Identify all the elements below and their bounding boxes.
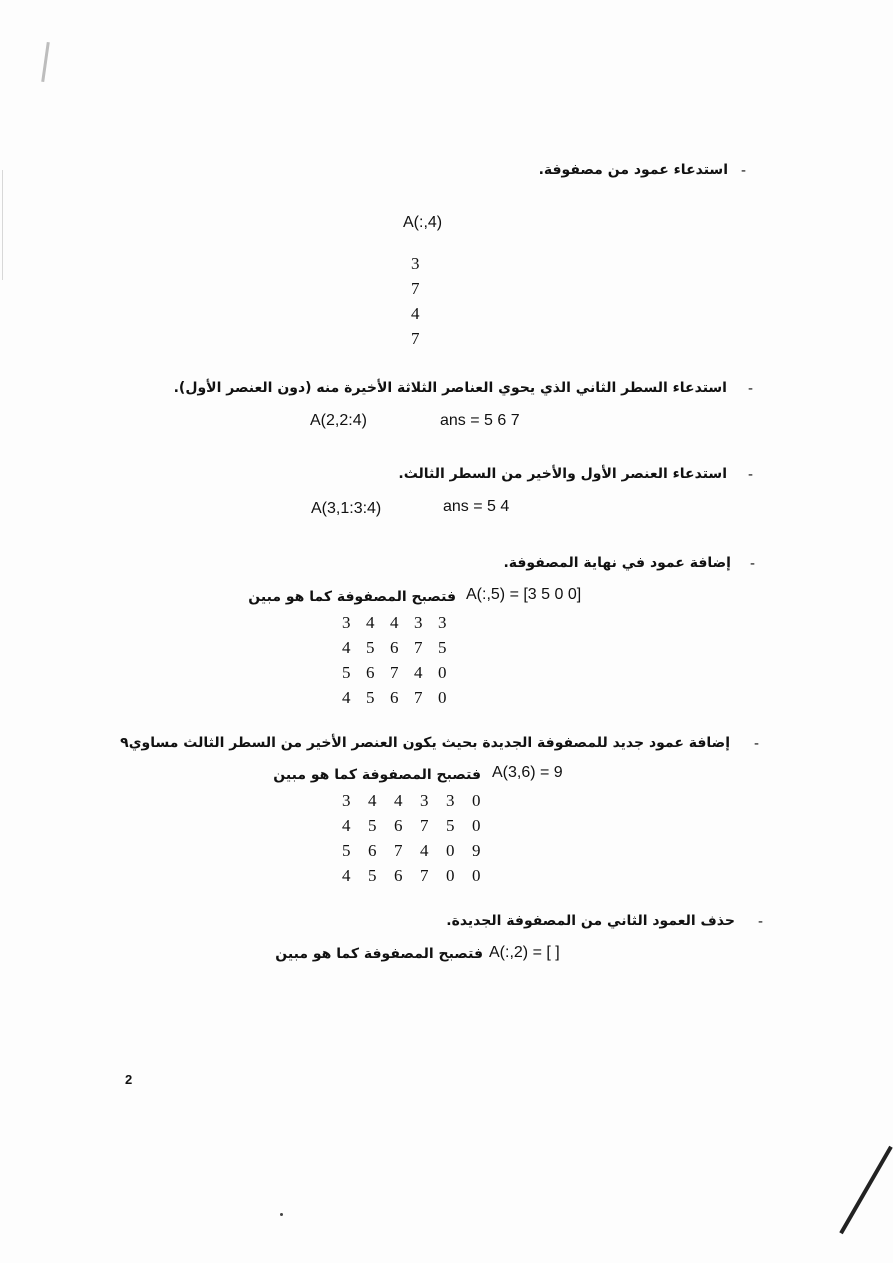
section-heading: استدعاء العنصر الأول والأخير من السطر الثالث. (398, 466, 727, 482)
matrix-cell: 4 (342, 815, 351, 835)
column-value: 3 (411, 254, 420, 273)
matrix-cell: 5 (342, 662, 351, 682)
column-value: 7 (411, 279, 420, 298)
bullet-dash: - (750, 555, 755, 572)
scan-mark-top-left (41, 42, 50, 82)
matrix-row (342, 788, 498, 813)
section-heading: إضافة عمود في نهاية المصفوفة. (503, 555, 731, 571)
matrix-cell: 3 (438, 612, 447, 632)
matrix-cell: 4 (414, 662, 423, 682)
matrix-row (342, 610, 462, 635)
section-heading: حذف العمود الثاني من المصفوفة الجديدة. (446, 913, 735, 929)
matrix-cell: 7 (390, 662, 399, 682)
matrix-cell: 7 (414, 687, 423, 707)
matrix-cell: 5 (438, 637, 447, 657)
matrix-cell: 7 (414, 637, 423, 657)
command-text: A(3,1:3:4) (311, 500, 382, 517)
command-text: A(2,2:4) (310, 412, 367, 429)
column-value: 4 (411, 304, 420, 323)
matrix-cell: 9 (472, 840, 481, 860)
scan-mark-bottom-right (839, 1146, 892, 1235)
matrix-cell: 6 (366, 662, 375, 682)
result-text: فتصبح المصفوفة كما هو مبين (275, 946, 483, 962)
matrix-row (342, 813, 498, 838)
matrix-cell: 0 (438, 662, 447, 682)
matrix-row (342, 863, 498, 888)
matrix-cell: 5 (446, 815, 455, 835)
matrix-row (342, 635, 462, 660)
matrix-cell: 6 (390, 637, 399, 657)
matrix-cell: 7 (394, 840, 403, 860)
matrix-cell: 5 (366, 687, 375, 707)
bullet-dash: - (748, 466, 753, 483)
matrix-cell: 3 (446, 790, 455, 810)
bullet-dash: - (741, 162, 746, 179)
matrix-cell: 6 (394, 815, 403, 835)
matrix-cell: 0 (438, 687, 447, 707)
matrix-cell: 4 (342, 687, 351, 707)
matrix-cell: 4 (394, 790, 403, 810)
matrix-cell: 7 (420, 815, 429, 835)
matrix-cell: 0 (472, 865, 481, 885)
matrix-cell: 6 (368, 840, 377, 860)
matrix-cell: 4 (420, 840, 429, 860)
command-text: A(3,6) = 9 (492, 764, 563, 781)
matrix-cell: 4 (342, 637, 351, 657)
matrix-cell: 3 (420, 790, 429, 810)
section-heading: إضافة عمود جديد للمصفوفة الجديدة بحيث يكون العنصر الأخير من السطر الثالث مساوي٩ (120, 735, 730, 751)
matrix-cell: 5 (368, 815, 377, 835)
bullet-dash: - (748, 380, 753, 397)
matrix-cell: 3 (342, 790, 351, 810)
matrix-cell: 5 (366, 637, 375, 657)
matrix-cell: 0 (446, 865, 455, 885)
matrix-cell: 0 (446, 840, 455, 860)
matrix-cell: 6 (390, 687, 399, 707)
bullet-dash: - (754, 735, 759, 752)
matrix-row (342, 685, 462, 710)
result-text: فتصبح المصفوفة كما هو مبين (248, 589, 456, 605)
matrix-cell: 4 (366, 612, 375, 632)
matrix-cell: 4 (390, 612, 399, 632)
matrix-cell: 3 (342, 612, 351, 632)
column-value: 7 (411, 329, 420, 348)
section-heading: استدعاء السطر الثاني الذي يحوي العناصر الثلاثة الأخيرة منه (دون العنصر الأول). (173, 380, 727, 396)
command-text: A(:,2) = [ ] (489, 944, 560, 961)
answer-text: ans = 5 6 7 (440, 412, 520, 429)
bullet-dash: - (758, 913, 763, 930)
matrix-cell: 6 (394, 865, 403, 885)
result-text: فتصبح المصفوفة كما هو مبين (273, 767, 481, 783)
matrix-cell: 0 (472, 790, 481, 810)
command-text: A(:,5) = [3 5 0 0] (466, 586, 582, 603)
matrix-cell: 0 (472, 815, 481, 835)
command-text: A(:,4) (403, 214, 443, 231)
matrix-6-columns (342, 788, 498, 888)
matrix-cell: 3 (414, 612, 423, 632)
matrix-5-columns (342, 610, 462, 710)
matrix-cell: 4 (342, 865, 351, 885)
scan-mark-left-edge (2, 170, 3, 280)
matrix-cell: 5 (342, 840, 351, 860)
matrix-cell: 7 (420, 865, 429, 885)
page-number: 2 (125, 1072, 133, 1087)
scan-dot (280, 1213, 283, 1216)
matrix-row (342, 838, 498, 863)
matrix-cell: 5 (368, 865, 377, 885)
matrix-cell: 4 (368, 790, 377, 810)
answer-text: ans = 5 4 (443, 498, 510, 515)
section-heading: استدعاء عمود من مصفوفة. (538, 162, 728, 178)
matrix-row (342, 660, 462, 685)
